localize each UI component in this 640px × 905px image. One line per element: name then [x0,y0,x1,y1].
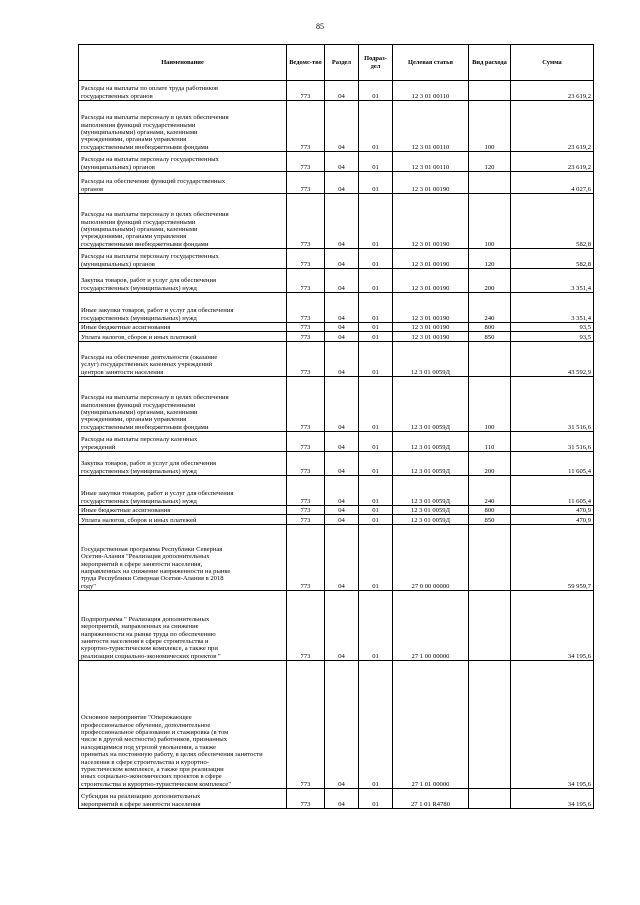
subsection-cell: 01 [359,172,393,194]
table-row [79,661,594,789]
target-article-cell: 27 0 00 00000 [393,525,469,591]
table-row [79,101,594,152]
row-name-cell: Иные закупки товаров, работ и услуг для обеспечения государственных (муниципальных) нужд [79,293,287,323]
expense-type-cell [469,661,511,789]
header-name: Наименование [79,45,287,81]
expense-type-cell [469,591,511,661]
amount-cell: 3 351,4 [511,293,594,323]
row-name-cell: Основное мероприятие "Опережающее профессиональное обучение, дополнительное профессиональное образование и стажировка (в том числе в другой местности) работников, признанных находящимися под угрозой увольнения, а также принятых на постоянную работу, в целях обеспечения занятости населения в сфере строительства и курортно- туристическом комплексе, а также при реализации иных социально-экономических проектов в сфере строительства и курортно-туристическом комплексе" [79,661,287,789]
department-cell: 773 [287,377,325,432]
section-cell: 04 [325,432,359,452]
subsection-cell: 01 [359,476,393,506]
target-article-cell: 12 3 01 00110 [393,152,469,172]
table-row [79,591,594,661]
section-cell: 04 [325,591,359,661]
amount-cell: 43 592,9 [511,342,594,377]
department-cell: 773 [287,661,325,789]
table-row [79,194,594,249]
section-cell: 04 [325,476,359,506]
amount-cell: 11 605,4 [511,476,594,506]
subsection-cell: 01 [359,293,393,323]
subsection-cell: 01 [359,515,393,525]
section-cell: 04 [325,81,359,101]
expense-type-cell [469,81,511,101]
row-name-cell: Расходы на обеспечение деятельности (оказание услуг) государственных казенных учреждений центров занятости населения [79,342,287,377]
expense-type-cell [469,789,511,809]
department-cell: 773 [287,269,325,293]
department-cell: 773 [287,194,325,249]
department-cell: 773 [287,432,325,452]
subsection-cell: 01 [359,432,393,452]
table-row [79,293,594,323]
section-cell: 04 [325,506,359,515]
section-cell: 04 [325,332,359,342]
target-article-cell: 12 3 01 00190 [393,172,469,194]
department-cell: 773 [287,525,325,591]
amount-cell: 582,8 [511,194,594,249]
subsection-cell: 01 [359,249,393,269]
row-name-cell: Государственная программа Республики Северная Осетия-Алания "Реализация дополнительных мероприятий в сфере занятости населения, направленных на снижение напряженности на рынке труда Республики Северная Осетия-Алания в 2018 году" [79,525,287,591]
expense-type-cell: 240 [469,476,511,506]
table-row [79,515,594,525]
expense-type-cell: 200 [469,269,511,293]
row-name-cell: Иные бюджетные ассигнования [79,506,287,515]
table-row [79,452,594,476]
row-name-cell: Уплата налогов, сборов и иных платежей [79,332,287,342]
section-cell: 04 [325,377,359,432]
subsection-cell: 01 [359,332,393,342]
department-cell: 773 [287,515,325,525]
row-name-cell: Иные бюджетные ассигнования [79,323,287,332]
table-row [79,432,594,452]
header-target-article: Целевая статья [393,45,469,81]
expense-type-cell: 800 [469,506,511,515]
header-row [79,45,594,81]
row-name-cell: Расходы на обеспечение функций государственных органов [79,172,287,194]
subsection-cell: 01 [359,525,393,591]
row-name-cell: Закупка товаров, работ и услуг для обеспечения государственных (муниципальных) нужд [79,269,287,293]
amount-cell: 3 351,4 [511,269,594,293]
table-row [79,342,594,377]
target-article-cell: 27 1 00 00000 [393,591,469,661]
amount-cell: 4 027,6 [511,172,594,194]
target-article-cell: 12 3 01 00110 [393,101,469,152]
target-article-cell: 12 3 01 0059Д [393,342,469,377]
header-subsection: Подраз-дел [359,45,393,81]
amount-cell: 93,5 [511,323,594,332]
expense-type-cell: 110 [469,432,511,452]
section-cell: 04 [325,515,359,525]
amount-cell: 23 619,2 [511,81,594,101]
section-cell: 04 [325,249,359,269]
amount-cell: 34 195,6 [511,591,594,661]
section-cell: 04 [325,525,359,591]
target-article-cell: 12 3 01 0059Д [393,377,469,432]
department-cell: 773 [287,323,325,332]
table-row [79,323,594,332]
subsection-cell: 01 [359,269,393,293]
department-cell: 773 [287,476,325,506]
section-cell: 04 [325,101,359,152]
row-name-cell: Расходы на выплаты персоналу в целях обеспечения выполнения функций государственными (муниципальными) органами, казенными учреждениями, органами управления государственными внебюджетными фондами [79,194,287,249]
target-article-cell: 27 1 01 R4780 [393,789,469,809]
table-row [79,476,594,506]
target-article-cell: 12 3 01 00190 [393,194,469,249]
target-article-cell: 12 3 01 0059Д [393,476,469,506]
target-article-cell: 12 3 01 00190 [393,293,469,323]
section-cell: 04 [325,452,359,476]
subsection-cell: 01 [359,452,393,476]
expense-type-cell: 800 [469,323,511,332]
amount-cell: 470,9 [511,506,594,515]
row-name-cell: Расходы на выплаты персоналу государственных (муниципальных) органов [79,152,287,172]
expense-type-cell: 100 [469,101,511,152]
table-row [79,249,594,269]
row-name-cell: Уплата налогов, сборов и иных платежей [79,515,287,525]
table-row [79,525,594,591]
section-cell: 04 [325,194,359,249]
target-article-cell: 12 3 01 0059Д [393,506,469,515]
page-number: 85 [316,22,324,31]
subsection-cell: 01 [359,789,393,809]
department-cell: 773 [287,506,325,515]
table-row [79,81,594,101]
target-article-cell: 12 3 01 0059Д [393,432,469,452]
amount-cell: 23 619,2 [511,101,594,152]
subsection-cell: 01 [359,661,393,789]
table-row [79,172,594,194]
row-name-cell: Подпрограмма " Реализация дополнительных мероприятий, направленных на снижение напряженности на рынке труда по обеспечению занятости населения в сфере строительства и курортно-туристическом комплексе, а также при реализации социально-экономических проектов " [79,591,287,661]
department-cell: 773 [287,101,325,152]
target-article-cell: 12 3 01 00110 [393,81,469,101]
department-cell: 773 [287,81,325,101]
expense-type-cell: 240 [469,293,511,323]
header-department: Ведомс-тво [287,45,325,81]
department-cell: 773 [287,332,325,342]
expense-type-cell [469,525,511,591]
amount-cell: 34 195,6 [511,661,594,789]
expense-type-cell: 120 [469,152,511,172]
subsection-cell: 01 [359,591,393,661]
expense-type-cell: 100 [469,194,511,249]
row-name-cell: Расходы на выплаты персоналу в целях обеспечения выполнения функций государственными (муниципальными) органами, казенными учреждениями, органами управления государственными внебюджетными фондами [79,101,287,152]
header-expense-type: Вид расхода [469,45,511,81]
amount-cell: 470,9 [511,515,594,525]
section-cell: 04 [325,269,359,293]
expense-type-cell: 850 [469,332,511,342]
row-name-cell: Иные закупки товаров, работ и услуг для обеспечения государственных (муниципальных) нужд [79,476,287,506]
amount-cell: 34 195,6 [511,789,594,809]
header-section: Раздел [325,45,359,81]
row-name-cell: Субсидия на реализацию дополнительных мероприятий в сфере занятости населения [79,789,287,809]
amount-cell: 582,8 [511,249,594,269]
department-cell: 773 [287,591,325,661]
section-cell: 04 [325,323,359,332]
subsection-cell: 01 [359,323,393,332]
section-cell: 04 [325,293,359,323]
section-cell: 04 [325,661,359,789]
subsection-cell: 01 [359,506,393,515]
expense-type-cell: 850 [469,515,511,525]
row-name-cell: Закупка товаров, работ и услуг для обеспечения государственных (муниципальных) нужд [79,452,287,476]
expense-type-cell: 100 [469,377,511,432]
table-row [79,377,594,432]
amount-cell: 31 516,6 [511,432,594,452]
subsection-cell: 01 [359,194,393,249]
target-article-cell: 12 3 01 00190 [393,323,469,332]
subsection-cell: 01 [359,377,393,432]
expense-type-cell [469,172,511,194]
amount-cell: 23 619,2 [511,152,594,172]
row-name-cell: Расходы на выплаты персоналу казенных учреждений [79,432,287,452]
department-cell: 773 [287,293,325,323]
budget-table [78,44,594,809]
subsection-cell: 01 [359,152,393,172]
row-name-cell: Расходы на выплаты персоналу в целях обеспечения выполнения функций государственными (муниципальными) органами, казенными учреждениями, органами управления государственными внебюджетными фондами [79,377,287,432]
department-cell: 773 [287,249,325,269]
target-article-cell: 12 3 01 0059Д [393,452,469,476]
subsection-cell: 01 [359,342,393,377]
target-article-cell: 12 3 01 00190 [393,269,469,293]
amount-cell: 93,5 [511,332,594,342]
department-cell: 773 [287,789,325,809]
expense-type-cell: 200 [469,452,511,476]
subsection-cell: 01 [359,101,393,152]
section-cell: 04 [325,789,359,809]
department-cell: 773 [287,172,325,194]
expense-type-cell: 120 [469,249,511,269]
amount-cell: 11 605,4 [511,452,594,476]
department-cell: 773 [287,452,325,476]
table-row [79,152,594,172]
table-row [79,789,594,809]
department-cell: 773 [287,152,325,172]
target-article-cell: 12 3 01 00190 [393,249,469,269]
table-row [79,506,594,515]
target-article-cell: 12 3 01 00190 [393,332,469,342]
department-cell: 773 [287,342,325,377]
section-cell: 04 [325,172,359,194]
table-row [79,332,594,342]
amount-cell: 59 959,7 [511,525,594,591]
section-cell: 04 [325,152,359,172]
target-article-cell: 12 3 01 0059Д [393,515,469,525]
row-name-cell: Расходы на выплаты по оплате труда работников государственных органов [79,81,287,101]
target-article-cell: 27 1 01 00000 [393,661,469,789]
subsection-cell: 01 [359,81,393,101]
expense-type-cell [469,342,511,377]
table-row [79,269,594,293]
row-name-cell: Расходы на выплаты персоналу государственных (муниципальных) органов [79,249,287,269]
amount-cell: 31 516,6 [511,377,594,432]
header-amount: Сумма [511,45,594,81]
section-cell: 04 [325,342,359,377]
